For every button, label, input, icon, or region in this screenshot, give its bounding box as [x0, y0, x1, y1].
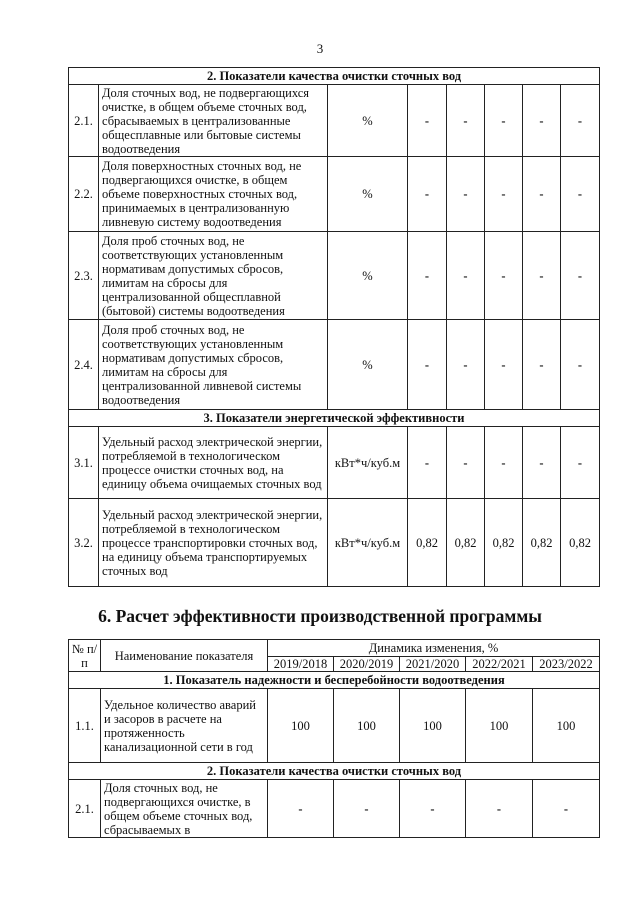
year-header: 2023/2022 — [533, 657, 600, 672]
row-value: 0,82 — [447, 499, 485, 587]
row-value: 0,82 — [408, 499, 447, 587]
row-value: - — [408, 320, 447, 410]
table-row — [69, 157, 600, 232]
row-value: 100 — [400, 689, 466, 763]
row-value: - — [485, 85, 523, 157]
row-unit: % — [328, 85, 408, 157]
row-value: - — [400, 780, 466, 838]
row-value: - — [447, 85, 485, 157]
indicators-table — [68, 67, 600, 587]
row-value: 0,82 — [523, 499, 561, 587]
row-value: 100 — [268, 689, 334, 763]
row-value: - — [485, 320, 523, 410]
year-header: 2022/2021 — [466, 657, 533, 672]
table-row — [69, 232, 600, 320]
year-header: 2021/2020 — [400, 657, 466, 672]
row-value: 100 — [533, 689, 600, 763]
row-unit: кВт*ч/куб.м — [328, 427, 408, 499]
row-number: 3.1. — [69, 427, 99, 499]
row-number: 2.4. — [69, 320, 99, 410]
row-name: Доля проб сточных вод, не соответствующих установленным нормативам допустимых сбросов, лимитам на сбросы для централизованной общесплавной (бытовой) системы водоотведения — [99, 232, 328, 320]
table-row — [69, 85, 600, 157]
row-number: 2.1. — [69, 780, 101, 838]
section-header-row — [69, 672, 600, 689]
row-name: Доля поверхностных сточных вод, не подвергающихся очистке, в общем объеме поверхностных сточных вод, принимаемых в централизованную ливневую систему водоотведения — [99, 157, 328, 232]
row-unit: кВт*ч/куб.м — [328, 499, 408, 587]
row-number: 2.2. — [69, 157, 99, 232]
table-row — [69, 427, 600, 499]
year-header: 2020/2019 — [334, 657, 400, 672]
row-value: - — [523, 85, 561, 157]
year-header: 2019/2018 — [268, 657, 334, 672]
row-value: - — [485, 157, 523, 232]
row-value: 100 — [334, 689, 400, 763]
col-dynamics-header: Динамика изменения, % — [268, 640, 600, 657]
row-value: - — [408, 157, 447, 232]
section-title: 2. Показатели качества очистки сточных вод — [69, 68, 600, 85]
col-name-header: Наименование показателя — [101, 640, 268, 672]
col-number-header: № п/п — [69, 640, 101, 672]
table-row — [69, 320, 600, 410]
row-value: 0,82 — [561, 499, 600, 587]
section-title: 1. Показатель надежности и бесперебойности водоотведения — [69, 672, 600, 689]
row-number: 2.3. — [69, 232, 99, 320]
efficiency-table — [68, 639, 600, 838]
row-value: 0,82 — [485, 499, 523, 587]
row-number: 3.2. — [69, 499, 99, 587]
section-title: 3. Показатели энергетической эффективности — [69, 410, 600, 427]
row-unit: % — [328, 157, 408, 232]
row-name: Доля проб сточных вод, не соответствующих установленным нормативам допустимых сбросов, лимитам на сбросы для централизованной ливневой системы водоотведения — [99, 320, 328, 410]
row-value: - — [408, 427, 447, 499]
header-row — [69, 640, 600, 657]
row-value: - — [408, 232, 447, 320]
row-value: - — [334, 780, 400, 838]
row-value: - — [561, 157, 600, 232]
row-value: 100 — [466, 689, 533, 763]
row-value: - — [523, 157, 561, 232]
table-row — [69, 689, 600, 763]
section-header-row — [69, 68, 600, 85]
section-title: 2. Показатели качества очистки сточных вод — [69, 763, 600, 780]
row-value: - — [523, 232, 561, 320]
row-value: - — [561, 85, 600, 157]
section-header-row — [69, 763, 600, 780]
row-value: - — [533, 780, 600, 838]
row-number: 1.1. — [69, 689, 101, 763]
row-value: - — [561, 427, 600, 499]
row-number: 2.1. — [69, 85, 99, 157]
row-value: - — [523, 427, 561, 499]
row-value: - — [466, 780, 533, 838]
row-value: - — [447, 232, 485, 320]
row-value: - — [485, 232, 523, 320]
row-value: - — [447, 320, 485, 410]
row-name: Удельное количество аварий и засоров в расчете на протяженность канализационной сети в год — [101, 689, 268, 763]
table-row — [69, 499, 600, 587]
section-heading: 6. Расчет эффективности производственной программы — [98, 606, 542, 626]
table-row — [69, 780, 600, 838]
row-name: Удельный расход электрической энергии, потребляемой в технологическом процессе очистки сточных вод, на единицу объема очищаемых сточных вод — [99, 427, 328, 499]
row-unit: % — [328, 232, 408, 320]
row-value: - — [408, 85, 447, 157]
row-value: - — [523, 320, 561, 410]
row-value: - — [485, 427, 523, 499]
row-value: - — [447, 427, 485, 499]
row-value: - — [561, 232, 600, 320]
section-header-row — [69, 410, 600, 427]
page-number: 3 — [316, 41, 324, 56]
row-unit: % — [328, 320, 408, 410]
row-value: - — [268, 780, 334, 838]
row-name: Удельный расход электрической энергии, потребляемой в технологическом процессе транспортировки сточных вод, на единицу объема транспортируемых сточных вод — [99, 499, 328, 587]
row-value: - — [561, 320, 600, 410]
row-value: - — [447, 157, 485, 232]
row-name: Доля сточных вод, не подвергающихся очистке, в общем объеме сточных вод, сбрасываемых в — [101, 780, 268, 838]
row-name: Доля сточных вод, не подвергающихся очистке, в общем объеме сточных вод, сбрасываемых в централизованные общесплавные или бытовые системы водоотведения — [99, 85, 328, 157]
